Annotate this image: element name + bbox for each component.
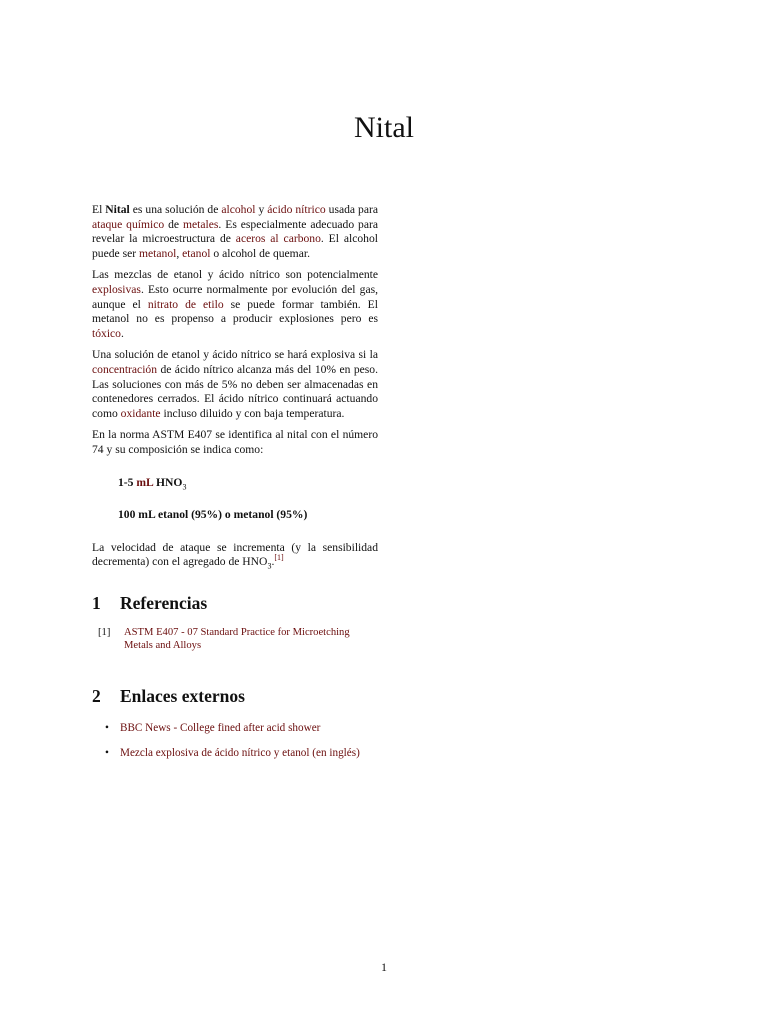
link-metanol[interactable]: metanol	[139, 246, 177, 260]
text: y	[255, 203, 268, 216]
text: de ácido nítrico alcanza más del 10% en peso. Las soluciones con más de 5% no deben ser almacenadas en contenedores cerrados. El ácido nítrico continuará actuando como	[92, 362, 378, 420]
text: . El alcohol puede ser	[92, 232, 378, 260]
link-etanol[interactable]: etanol	[182, 246, 211, 260]
link-oxidante[interactable]: oxidante	[120, 406, 161, 420]
page-title: Nital	[354, 111, 414, 144]
page-number: 1	[381, 960, 387, 974]
reference-number: [1]	[98, 626, 111, 638]
text: de	[164, 217, 183, 231]
link-explosivas[interactable]: explosivas	[92, 282, 141, 296]
section-number: 2	[92, 686, 101, 707]
text: es una solución de	[129, 203, 222, 216]
article-body	[92, 203, 378, 771]
subscript: 3	[267, 561, 272, 571]
text: . Es especialmente adecuado para revelar la microestructura de	[92, 217, 379, 246]
section-title: Referencias	[120, 592, 208, 613]
bullet-icon: •	[105, 722, 109, 735]
list-item	[92, 721, 378, 735]
link-acido-nitrico[interactable]: ácido nítrico	[267, 203, 326, 216]
text: HNO	[153, 475, 183, 489]
external-links-list	[92, 721, 378, 760]
text: incluso diluido y con baja temperatura.	[160, 406, 345, 420]
subscript: 3	[182, 481, 187, 491]
section-heading-enlaces-externos	[92, 685, 378, 707]
text: Las mezclas de etanol y ácido nítrico son potencialmente	[92, 268, 378, 282]
reference-item	[92, 626, 378, 653]
formula-etanol: 100 mL etanol (95%) o metanol (95%)	[118, 508, 308, 522]
concentration-paragraph	[92, 348, 378, 421]
reference-link-astm-e407[interactable]: ASTM E407 - 07 Standard Practice for Microetching Metals and Alloys	[124, 626, 350, 652]
text: . Esto ocurre normalmente por evolución del gas, aunque el	[92, 282, 378, 311]
external-link-bbc-news[interactable]: BBC News - College fined after acid shower	[120, 722, 321, 735]
link-metales[interactable]: metales	[183, 217, 219, 231]
text: .	[120, 326, 124, 340]
astm-paragraph: En la norma ASTM E407 se identifica al nital con el número 74 y su composición se indica como:	[92, 428, 378, 456]
text: se puede formar también. El metanol no es propenso a producir explosiones pero es	[92, 297, 378, 326]
list-item	[92, 746, 378, 760]
reference-list	[92, 626, 378, 653]
external-link-mezcla-explosiva[interactable]: Mezcla explosiva de ácido nítrico y etanol (en inglés)	[120, 747, 360, 760]
link-aceros-al-carbono[interactable]: aceros al carbono	[235, 232, 321, 246]
text: .	[271, 555, 275, 569]
text: o alcohol de quemar.	[210, 246, 310, 260]
text: Una solución de etanol y ácido nítrico se hará explosiva si la	[92, 348, 378, 362]
section-number: 1	[92, 592, 101, 613]
link-nitrato-de-etilo[interactable]: nitrato de etilo	[147, 297, 224, 311]
link-ml[interactable]: mL	[136, 475, 154, 489]
term-nital: Nital	[105, 203, 130, 216]
section-title: Enlaces externos	[120, 686, 245, 707]
text: 1-5	[118, 475, 137, 489]
intro-paragraph	[92, 203, 378, 261]
text: La velocidad de ataque se incrementa (y la sensibilidad decrementa) con el agregado de HNO	[92, 540, 378, 569]
citation-1-link[interactable]: [1]	[274, 553, 284, 563]
explosive-paragraph	[92, 268, 378, 341]
text: ,	[176, 246, 183, 260]
link-concentracion[interactable]: concentración	[92, 362, 158, 376]
velocity-paragraph	[92, 541, 378, 570]
bullet-icon: •	[105, 747, 109, 760]
text: El	[92, 203, 106, 216]
text: usada para	[325, 203, 378, 216]
link-alcohol[interactable]: alcohol	[221, 203, 256, 216]
link-toxico[interactable]: tóxico	[92, 326, 121, 340]
section-heading-referencias	[92, 592, 378, 614]
formula-hno3	[118, 476, 378, 491]
link-ataque-quimico[interactable]: ataque químico	[92, 217, 165, 231]
